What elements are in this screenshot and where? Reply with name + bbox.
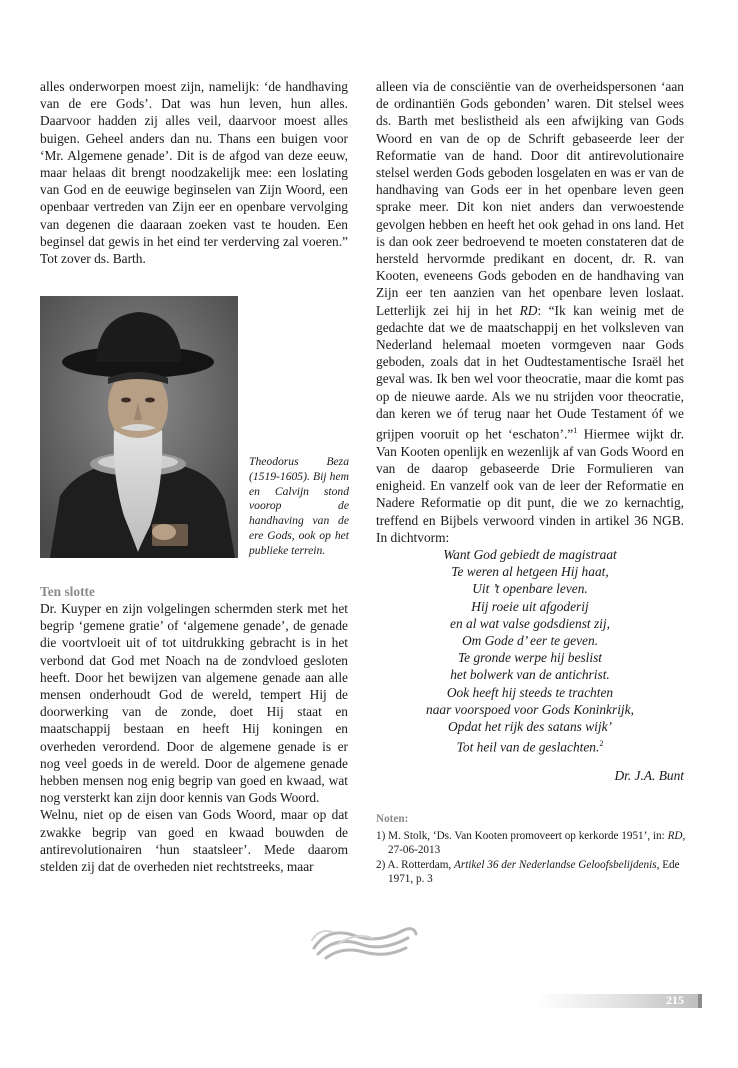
book-title: Artikel 36 der Nederlandse Geloofsbelijdenis	[454, 858, 657, 871]
poem-line: het bolwerk van de antichrist.	[450, 667, 610, 683]
page-number: 215	[666, 993, 684, 1007]
left-column-bottom-text	[40, 583, 348, 875]
portrait-illustration	[40, 296, 238, 558]
author-signature: Dr. J.A. Bunt	[614, 767, 684, 783]
notes-heading: Noten:	[376, 813, 409, 825]
footnotes	[376, 812, 686, 887]
footnote-marker: 2	[599, 739, 604, 749]
paragraph: Dr. Kuyper en zijn volgelingen schermden sterk met het begrip ‘gemene gratie’ of ‘algemene genade’, de genade die voortvloeit uit of tot uitdrukking gebracht is in het verbond dat God met Noach na de zondvloed gesloten heeft. Door het bewijzen van algemene genade aan alle mensen onderhoudt God de wereld, tempert Hij de doorwerking van de zonde, doet Hij staat en maatschappij bestaan en heeft Hij koningen en overheden verordend. Door de algemene genade is er nog veel goeds in de wereld. Door de algemene genade hebben mensen nog enig begrip van goed en kwaad, wat nog versterkt kan zijn door kennis van Gods Woord.	[40, 601, 348, 806]
poem	[376, 546, 684, 756]
poem-line: Om Gode d’ eer te geven.	[461, 632, 599, 648]
poem-line	[376, 735, 684, 756]
poem-line: Opdat het rijk des satans wijk’	[447, 718, 613, 734]
poem-line: Uit ’t openbare leven.	[472, 581, 588, 597]
text-run: 2) A. Rotterdam,	[376, 858, 454, 871]
text-run: Hiermee wijkt dr. Van Kooten openlijk en wezenlijk af van Gods Woord en van de daarop gebaseerde Drie Formulieren van enigheid. En vanzelf ook van de leer der Reformatie en Nadere Reformatie op dit punt, die we zo kernachtig, treffend en Bijbels verwoord vinden in artikel 36 NGB. In dichtvorm:	[376, 426, 684, 545]
paragraph	[376, 78, 684, 546]
paragraph: alles onderworpen moest zijn, namelijk: ‘de handhaving van de ere Gods’. Dat was hun leven, hun alles. Daarvoor hadden zij alles veil, daarvoor moest alles buigen. Geheel anders dan nu. Thans een buigen voor ‘Mr. Algemene genade’. Dit is de afgod van deze eeuw, maar helaas dit brengt noodzakelijk mee: een loslating van God en de eeuwige beginselen van Zijn Woord, een openbaar vertreden van Zijn eer en openbare vervolging van degenen die daaraan zoeken vast te houden. Een beginsel dat gewis in het eind ter verderving zal voeren.” Tot zover ds. Barth.	[40, 79, 348, 267]
text-run: : “Ik kan weinig met de gedachte dat we de maatschappij en het volksleven van Nederland helemaal moeten vormgeven naar Gods geboden, zoals dat in het Oudtestamentische Israël het geval was. Ik ben wel voor theocratie, maar die komt pas op de nieuwe aarde. Als we nu strijden voor theocratie, dan keren we óf terug naar het Oude Testament óf we grijpen vooruit op het ‘eschaton’.”	[376, 302, 684, 442]
rd-abbreviation: RD	[667, 829, 683, 842]
poem-line: Ook heeft hij steeds te trachten	[446, 684, 614, 700]
poem-line: en al wat valse godsdienst zij,	[450, 615, 610, 631]
figure-caption: Theodorus Beza (1519-1605). Bij hem en Calvijn stond voorop de handhaving van de ere Gods, ook op het publieke terrein.	[249, 455, 349, 557]
footnote-1	[376, 829, 686, 858]
text-run: , 27-06-2013	[388, 829, 686, 857]
decorative-flourish-icon	[308, 918, 420, 962]
rd-abbreviation: RD	[519, 302, 538, 318]
text-run: alleen via de consciëntie van de overheidspersonen ‘aan de ordinantiën Gods gebonden’ waren. Dit stelsel wees ds. Barth met beslistheid als een afwijking van Gods Woord en van de op de Schrift gebaseerde leer der Reformatie van de hand. Door dit antirevolutionaire stelsel werden Gods geboden losgelaten en was er van de handhaving van Gods eer in het openbare leven geen sprake meer. Dit kon niet anders dan verwoestende gevolgen hebben en heeft het ook gehad in ons land. Het is dan ook zeer bedroevend te moeten constateren dat de hersteld hervormde predikant en docent, dr. R. van Kooten, eveneens Gods geboden en de handhaving van Zijn eer ten aanzien van het openbare leven loslaat. Letterlijk zei hij in het	[376, 79, 684, 318]
poem-line: Te gronde werpe hij beslist	[457, 650, 603, 666]
paragraph: Welnu, niet op de eisen van Gods Woord, maar op dat zwakke begrip van goed en kwaad bouwden de antirevolutionairen ‘hun staatsleer’. Mede daarom stelden zij dat de overheden niet rechtstreeks, maar	[40, 807, 348, 875]
poem-line: Want God gebiedt de magistraat	[443, 546, 617, 562]
page-number-bar	[536, 994, 702, 1008]
page-bar-edge	[698, 994, 702, 1008]
footnote-2	[376, 858, 686, 887]
portrait-image-theodorus-beza	[40, 296, 238, 558]
section-heading: Ten slotte	[40, 584, 95, 599]
left-column-top-text	[40, 78, 348, 267]
right-column-text	[376, 78, 684, 784]
footnote-marker: 1	[573, 426, 578, 436]
text-run: Tot heil van de geslachten.	[456, 739, 600, 755]
poem-line: naar voorspoed voor Gods Koninkrijk,	[426, 701, 634, 717]
poem-line: Hij roeie uit afgoderij	[471, 598, 589, 614]
poem-line: Te weren al hetgeen Hij haat,	[451, 564, 609, 580]
text-run: , Ede 1971, p. 3	[388, 858, 680, 886]
text-run: 1) M. Stolk, ‘Ds. Van Kooten promoveert op kerkorde 1951’, in:	[376, 829, 668, 842]
